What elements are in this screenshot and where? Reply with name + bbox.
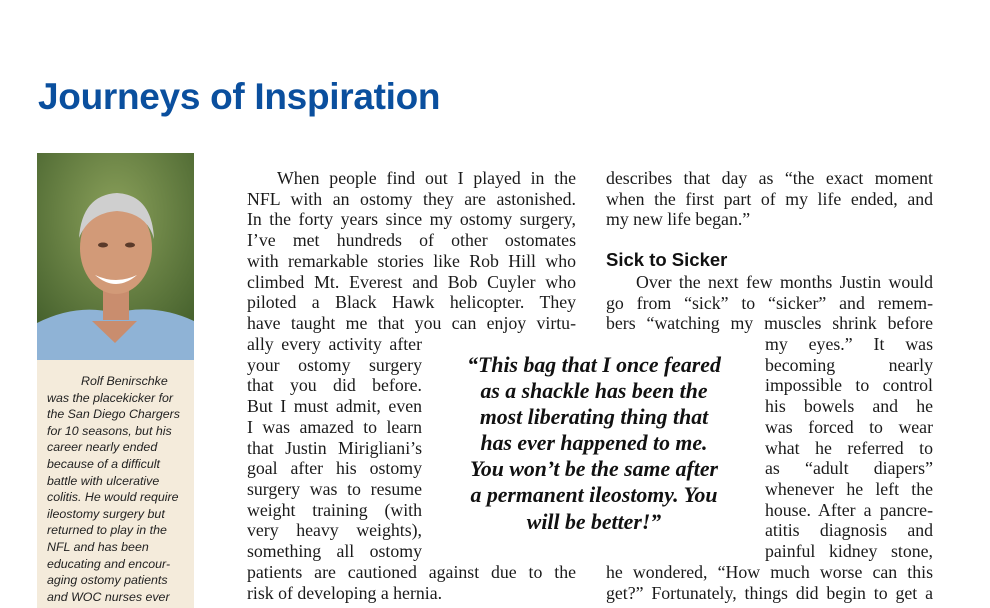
col1-top-line: with remarkable stories like Rob Hill who: [247, 250, 576, 271]
col1-narrow-line: surgery was to resume: [247, 478, 422, 499]
pullquote-line: “This bag that I once feared: [467, 353, 721, 377]
page-title: Journeys of Inspiration: [38, 76, 441, 117]
col2-mid-line: go from “sick” to “sicker” and remem-: [606, 292, 933, 313]
caption-line: returned to play in the: [47, 523, 167, 538]
col1-bottom-line: risk of developing a hernia.: [247, 582, 443, 603]
col1-narrow-line: goal after his ostomy: [247, 458, 422, 479]
pullquote-line: as a shackle has been the: [480, 379, 708, 404]
col1-narrow-line: something all ostomy: [247, 541, 422, 562]
col2-mid-line: Over the next few months Justin would: [636, 272, 933, 292]
col2-narrow-line: as “adult diapers”: [765, 458, 933, 479]
pullquote-line: You won’t be the same after: [469, 457, 719, 482]
pullquote-line: most liberating thing that: [479, 405, 709, 430]
col2-mid-line: bers “watching my muscles shrink before: [606, 313, 933, 334]
column1-wrap-text: [247, 334, 422, 562]
pullquote-line: has ever happened to me.: [480, 431, 708, 456]
caption-line: battle with ulcerative: [47, 473, 160, 488]
photo-caption: [47, 373, 189, 605]
col2-narrow-line: whenever he left the: [765, 478, 933, 499]
col1-narrow-line: very heavy weights),: [247, 520, 422, 541]
col2-narrow-line: becoming nearly: [765, 354, 933, 375]
caption-line: aging ostomy patients: [47, 573, 168, 588]
portrait-photo: [37, 153, 194, 360]
col1-top-line: In the forty years since my ostomy surgery,: [247, 209, 576, 230]
col2-narrow-line: his bowels and he: [765, 396, 933, 417]
col1-narrow-line: I was amazed to learn: [247, 416, 422, 437]
pullquote-line: will be better!”: [526, 509, 662, 534]
col1-narrow-line: ally every activity after: [247, 334, 422, 354]
col1-top-line: have taught me that you can enjoy virtu-: [247, 312, 576, 333]
caption-line: career nearly ended: [47, 440, 158, 455]
column2-section-text: [606, 272, 933, 334]
col1-top-line: When people find out I played in the: [277, 168, 576, 188]
portrait-illustration: [37, 153, 194, 360]
column2-continued: [606, 562, 933, 603]
pull-quote: [440, 352, 748, 535]
col1-narrow-line: that you did before.: [247, 375, 422, 396]
col2-narrow-line: what he referred to: [765, 437, 933, 458]
col2-top-line: describes that day as “the exact moment: [606, 168, 933, 188]
col2-narrow-line: house. After a pancre-: [765, 499, 933, 520]
caption-line: NFL and has been: [47, 539, 149, 554]
col2-narrow-line: my eyes.” It was: [765, 334, 933, 354]
caption-line: was the placekicker for: [47, 390, 174, 405]
col1-narrow-line: weight training (with: [247, 499, 422, 520]
col1-bottom-line: patients are cautioned against due to the: [247, 562, 576, 582]
caption-line: for 10 seasons, but his: [47, 423, 172, 438]
column1-paragraph: [247, 168, 576, 334]
caption-line: and WOC nurses ever: [47, 589, 170, 604]
col1-top-line: piloted a Black Hawk helicopter. They: [247, 292, 576, 313]
col1-narrow-line: your ostomy surgery: [247, 354, 422, 375]
col1-top-line: climbed Mt. Everest and Bob Cuyler who: [247, 271, 576, 292]
sidebar: [37, 153, 194, 608]
column1-continued: [247, 562, 576, 603]
col2-narrow-line: painful kidney stone,: [765, 541, 933, 562]
col1-narrow-line: But I must admit, even: [247, 396, 422, 417]
caption-line: educating and encour-: [47, 556, 171, 571]
col2-narrow-line: atitis diagnosis and: [765, 520, 933, 541]
col1-top-line: I’ve met hundreds of other ostomates: [247, 230, 576, 251]
col2-narrow-line: was forced to wear: [765, 416, 933, 437]
col1-top-line: NFL with an ostomy they are astonished.: [247, 188, 576, 209]
col1-narrow-line: that Justin Mirigliani’s: [247, 437, 422, 458]
col2-bottom-line: he wondered, “How much worse can this: [606, 562, 933, 582]
caption-line: Rolf Benirschke: [81, 374, 168, 388]
caption-line: the San Diego Chargers: [47, 407, 180, 422]
pullquote-line: a permanent ileostomy. You: [470, 483, 718, 508]
section-subhead: Sick to Sicker: [606, 249, 728, 270]
col2-top-line: when the first part of my life ended, and: [606, 188, 933, 209]
column2-wrap-text: [765, 334, 933, 562]
col2-top-line: my new life began.”: [606, 209, 751, 230]
col2-bottom-line: get?” Fortunately, things did begin to get a: [606, 582, 933, 603]
caption-line: colitis. He would require: [47, 490, 179, 505]
caption-line: because of a difficult: [47, 456, 160, 471]
column2-paragraph: [606, 168, 933, 230]
col2-narrow-line: impossible to control: [765, 375, 933, 396]
caption-line: ileostomy surgery but: [47, 506, 165, 521]
